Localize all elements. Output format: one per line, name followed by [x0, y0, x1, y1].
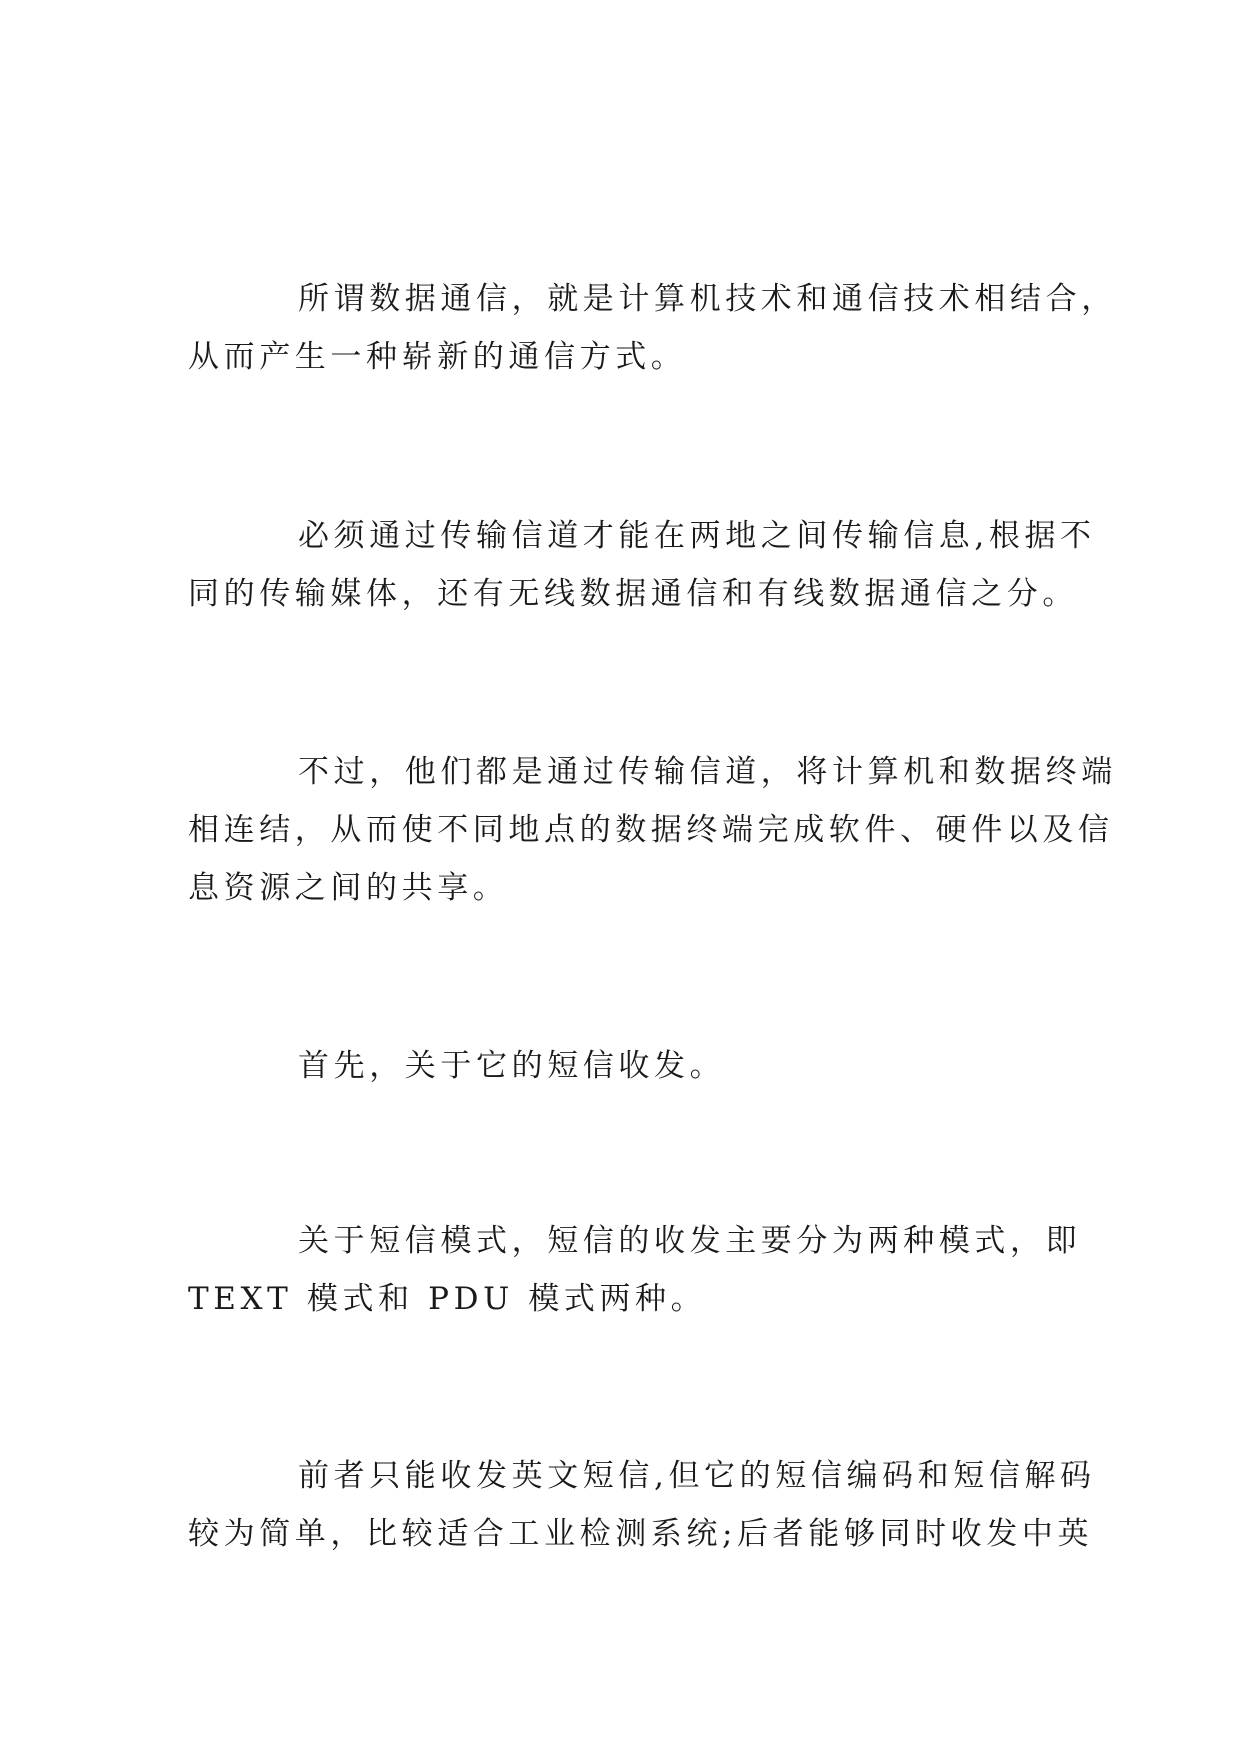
paragraph-line: 必须通过传输信道才能在两地之间传输信息,根据不 [298, 518, 1096, 554]
paragraph-line: 前者只能收发英文短信,但它的短信编码和短信解码 [298, 1458, 1096, 1494]
paragraph-line: 所谓数据通信，就是计算机技术和通信技术相结合， [298, 281, 1117, 317]
paragraph-line: TEXT 模式和 PDU 模式两种。 [188, 1281, 707, 1317]
paragraph-line: 从而产生一种崭新的通信方式。 [188, 339, 687, 375]
paragraph-data-communication-definition [188, 270, 1117, 386]
paragraph-line: 首先，关于它的短信收发。 [298, 1048, 726, 1084]
paragraph-line: 相连结，从而使不同地点的数据终端完成软件、硬件以及信 [188, 812, 1114, 848]
paragraph-line: 息资源之间的共享。 [188, 870, 509, 906]
paragraph-sms-intro [188, 1037, 1050, 1095]
paragraph-line: 不过，他们都是通过传输信道，将计算机和数据终端 [298, 754, 1117, 790]
paragraph-mode-comparison [188, 1447, 1096, 1563]
paragraph-line: 关于短信模式，短信的收发主要分为两种模式，即 [298, 1223, 1082, 1259]
paragraph-transmission-channel [188, 507, 1096, 623]
paragraph-line: 较为简单，比较适合工业检测系统;后者能够同时收发中英 [188, 1516, 1094, 1552]
paragraph-sms-modes [188, 1212, 1082, 1328]
paragraph-resource-sharing [188, 743, 1117, 917]
paragraph-line: 同的传输媒体，还有无线数据通信和有线数据通信之分。 [188, 576, 1078, 612]
